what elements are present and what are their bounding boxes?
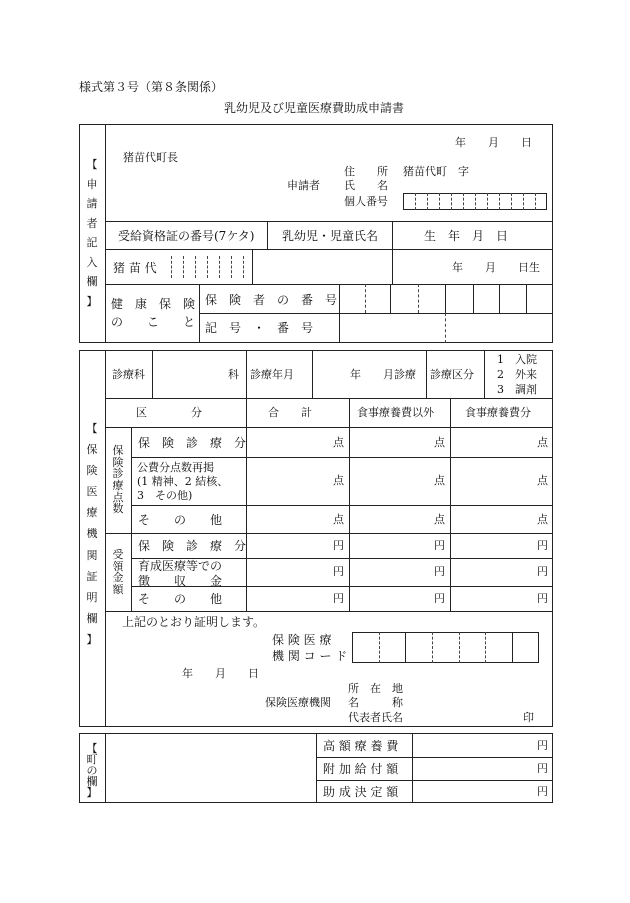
- amount-excluding-unit: 円: [434, 565, 445, 578]
- points-total-unit: 点: [333, 513, 344, 526]
- cert-prefix: 猪 苗 代: [113, 261, 157, 275]
- code-label-2: 機 関 コ ー ド: [272, 649, 348, 663]
- cert-number-field[interactable]: [171, 256, 172, 278]
- amount-total-unit: 円: [333, 539, 344, 552]
- year-month-label: 診療年月: [250, 368, 294, 381]
- points-excluding-unit: 点: [434, 474, 445, 487]
- certify-text: 上記のとおり証明します。: [122, 615, 266, 629]
- page-title: 乳幼児及び児童医療費助成申請書: [224, 101, 405, 115]
- amount-row-other-label: そ の 他: [138, 592, 223, 606]
- amount-group-label: 受 領 金 額: [112, 548, 124, 596]
- insurer-number-label: 保 険 者 の 番 号: [205, 293, 338, 307]
- seal-mark: 印: [523, 711, 534, 724]
- cert-number-label: 受給資格証の番号(7ケタ): [118, 229, 255, 243]
- category-inpatient[interactable]: 1 入院: [497, 353, 537, 366]
- header-meal: 食事療養費分: [465, 406, 531, 419]
- addressee: 猪苗代町長: [123, 151, 178, 164]
- address-value[interactable]: 猪苗代町 字: [403, 165, 469, 178]
- symbol-number-label: 記 号 ・ 番 号: [205, 321, 314, 335]
- high-cost-unit: 円: [537, 739, 548, 752]
- child-name-label: 乳幼児・児童氏名: [282, 229, 379, 243]
- category-dispensing[interactable]: 3 調剤: [497, 383, 537, 396]
- points-excluding-unit: 点: [434, 436, 445, 449]
- personal-number-label: 個人番号: [344, 195, 388, 208]
- high-cost-label: 高 額 療 養 費: [323, 739, 399, 753]
- birth-date-header: 生 年 月 日: [424, 229, 509, 243]
- points-row-public-label: 公費分点数再掲 (1 精神、2 結核、 3 その他): [137, 461, 229, 502]
- points-excluding-unit: 点: [434, 513, 445, 526]
- town-section-label: 【 町 の 欄 】: [86, 742, 98, 799]
- institution-section-label: 【 保 険 医 療 機 関 証 明 欄 】: [86, 422, 98, 646]
- institution-label: 保険医療機関: [265, 696, 331, 709]
- amount-excluding-unit: 円: [434, 539, 445, 552]
- dept-label: 診療科: [112, 368, 145, 381]
- name-label: 氏 名: [344, 179, 388, 192]
- institution-name-label: 名 称: [348, 696, 403, 709]
- insurance-label-1: 健 康 保 険: [111, 297, 196, 311]
- amount-row-nurture-label: 育成医療等での 徴 収 金: [138, 559, 223, 588]
- points-meal-unit: 点: [537, 436, 548, 449]
- birth-date-value[interactable]: 年 月 日生: [452, 261, 540, 274]
- application-date: 年 月 日: [455, 136, 532, 149]
- dept-suffix: 科: [228, 368, 239, 381]
- header-excluding-meal: 食事療養費以外: [357, 406, 434, 419]
- additional-benefit-unit: 円: [537, 762, 548, 775]
- points-total-unit: 点: [333, 474, 344, 487]
- applicant-label: 申請者: [287, 179, 320, 192]
- amount-excluding-unit: 円: [434, 592, 445, 605]
- category-outpatient[interactable]: 2 外来: [497, 368, 537, 381]
- year-month-value[interactable]: 年 月診療: [350, 368, 416, 381]
- institution-code-field[interactable]: [352, 632, 539, 663]
- certification-date[interactable]: 年 月 日: [182, 667, 259, 680]
- insurance-label-2: の こ と: [111, 315, 196, 329]
- points-meal-unit: 点: [537, 474, 548, 487]
- subsidy-decision-label: 助 成 決 定 額: [323, 785, 399, 799]
- additional-benefit-label: 附 加 給 付 額: [323, 762, 399, 776]
- form-number: 様式第３号（第８条関係）: [79, 80, 224, 94]
- location-label: 所 在 地: [348, 682, 403, 695]
- points-group-label: 保 険 診 療 点 数: [112, 444, 124, 516]
- representative-label: 代表者氏名: [348, 711, 403, 724]
- subsidy-decision-unit: 円: [537, 785, 548, 798]
- amount-meal-unit: 円: [537, 565, 548, 578]
- code-label-1: 保 険 医 療: [272, 633, 332, 647]
- amount-total-unit: 円: [333, 592, 344, 605]
- category-label: 診療区分: [430, 368, 474, 381]
- header-division: 区 分: [136, 406, 202, 419]
- amount-meal-unit: 円: [537, 592, 548, 605]
- amount-meal-unit: 円: [537, 539, 548, 552]
- amount-total-unit: 円: [333, 565, 344, 578]
- header-total: 合 計: [268, 406, 312, 419]
- address-label: 住 所: [344, 165, 388, 178]
- points-row-other-label: そ の 他: [138, 513, 223, 527]
- points-total-unit: 点: [333, 436, 344, 449]
- points-meal-unit: 点: [537, 513, 548, 526]
- points-row-insurance-label: 保 険 診 療 分: [138, 436, 247, 450]
- amount-row-insurance-label: 保 険 診 療 分: [138, 539, 247, 553]
- applicant-section-label: 【 申 請 者 記 入 欄 】: [86, 158, 98, 308]
